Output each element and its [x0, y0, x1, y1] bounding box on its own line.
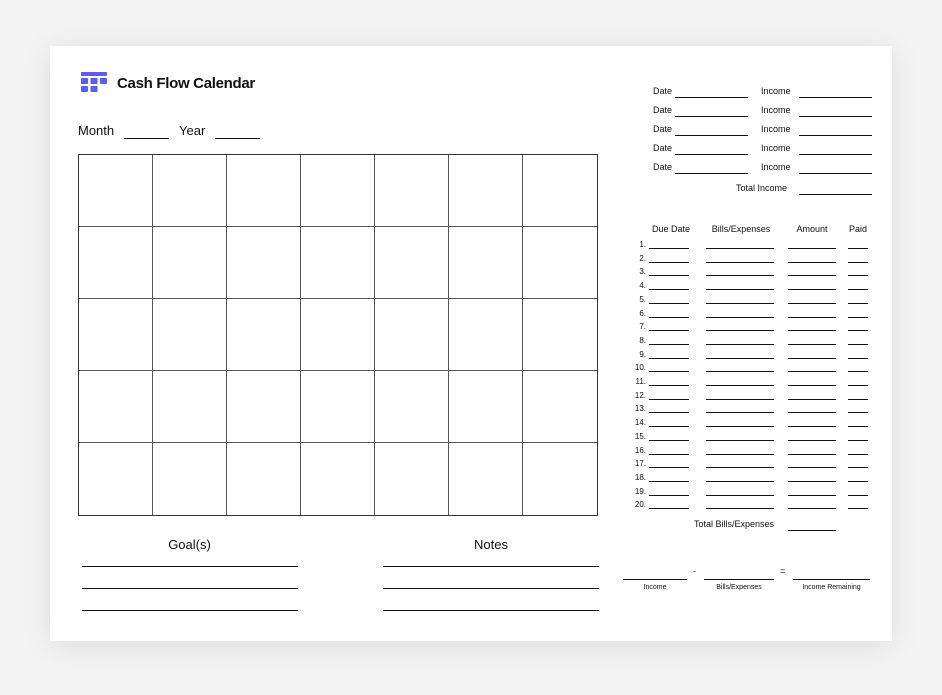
income-label: Income — [761, 162, 791, 172]
summary-remaining-field[interactable] — [793, 579, 870, 580]
bill-amount-field[interactable] — [788, 385, 836, 386]
bill-due-date-field[interactable] — [649, 426, 689, 427]
calendar-cell[interactable] — [523, 227, 597, 299]
remaining-caption: Income Remaining — [802, 584, 861, 591]
bill-name-field[interactable] — [706, 426, 774, 427]
calendar-cell[interactable] — [153, 371, 227, 443]
bill-due-date-field[interactable] — [649, 412, 689, 413]
bill-number: 11. — [635, 377, 646, 386]
bill-due-date-field[interactable] — [649, 275, 689, 276]
calendar-cell[interactable] — [227, 371, 301, 443]
calendar-cell[interactable] — [523, 443, 597, 515]
bill-name-field[interactable] — [706, 467, 774, 468]
month-field[interactable] — [124, 124, 169, 139]
bill-due-date-field[interactable] — [649, 262, 689, 263]
income-label: Income — [761, 124, 791, 134]
total-income-label: Total Income — [736, 183, 788, 193]
bill-amount-field[interactable] — [788, 248, 836, 249]
bill-number: 19. — [634, 486, 646, 496]
bill-name-field[interactable] — [706, 275, 774, 276]
calendar-cell[interactable] — [449, 299, 523, 371]
bill-amount-field[interactable] — [788, 330, 836, 331]
calendar-cell[interactable] — [523, 299, 597, 371]
notes-line-2[interactable] — [383, 588, 599, 589]
income-amount-field[interactable] — [799, 135, 872, 136]
bill-due-date-field[interactable] — [649, 508, 689, 509]
bill-name-field[interactable] — [706, 289, 774, 290]
calendar-cell[interactable] — [227, 227, 301, 299]
bill-number: 20. — [634, 500, 646, 510]
bill-amount-field[interactable] — [788, 371, 836, 372]
bill-number: 10. — [634, 363, 646, 373]
bill-amount-field[interactable] — [788, 399, 836, 400]
bill-name-field[interactable] — [706, 454, 774, 455]
bill-paid-field[interactable] — [848, 330, 868, 331]
bill-paid-field[interactable] — [848, 262, 868, 263]
paid-header: Paid — [848, 224, 867, 234]
month-label: Month — [78, 123, 115, 138]
income-date-field[interactable] — [675, 154, 748, 155]
income-amount-field[interactable] — [799, 173, 872, 174]
summary-bills-field[interactable] — [704, 579, 774, 580]
bill-paid-field[interactable] — [848, 412, 868, 413]
bill-amount-field[interactable] — [788, 303, 836, 304]
bill-due-date-field[interactable] — [649, 495, 689, 496]
due-date-header: Due Date — [651, 224, 691, 234]
bill-paid-field[interactable] — [848, 371, 868, 372]
calendar-cell[interactable] — [449, 155, 523, 227]
goals-title: Goal(s) — [168, 537, 211, 552]
bill-paid-field[interactable] — [848, 454, 868, 455]
income-date-label: Date — [653, 105, 673, 115]
bill-paid-field[interactable] — [848, 495, 868, 496]
year-field[interactable] — [215, 124, 260, 139]
bill-amount-field[interactable] — [788, 275, 836, 276]
bill-name-field[interactable] — [706, 371, 774, 372]
calendar-cell[interactable] — [79, 371, 153, 443]
income-date-label: Date — [653, 124, 673, 134]
calendar-grid — [78, 154, 598, 516]
total-bills-field[interactable] — [788, 530, 836, 531]
bill-amount-field[interactable] — [788, 426, 836, 427]
bill-name-field[interactable] — [706, 330, 774, 331]
bill-due-date-field[interactable] — [649, 317, 689, 318]
bill-amount-field[interactable] — [788, 412, 836, 413]
bill-number: 14. — [634, 418, 646, 428]
bill-number: 17. — [634, 459, 646, 469]
calendar-grid-icon — [81, 72, 107, 94]
notes-line-3[interactable] — [383, 610, 599, 611]
income-date-field[interactable] — [675, 97, 748, 98]
calendar-cell[interactable] — [301, 299, 375, 371]
bill-number: 8. — [639, 335, 646, 345]
income-label: Income — [761, 86, 791, 96]
bill-paid-field[interactable] — [848, 275, 868, 276]
bill-number: 13. — [634, 404, 646, 414]
equals-sign: = — [780, 566, 786, 576]
notes-line-1[interactable] — [383, 566, 599, 567]
calendar-cell[interactable] — [153, 155, 227, 227]
bill-amount-field[interactable] — [788, 262, 836, 263]
bill-paid-field[interactable] — [848, 317, 868, 318]
bill-paid-field[interactable] — [848, 467, 868, 468]
goal-line-2[interactable] — [82, 588, 298, 589]
bill-due-date-field[interactable] — [649, 440, 689, 441]
income-date-field[interactable] — [675, 135, 748, 136]
bill-paid-field[interactable] — [848, 303, 868, 304]
bill-paid-field[interactable] — [848, 248, 868, 249]
notes-title: Notes — [474, 537, 508, 552]
calendar-cell[interactable] — [523, 371, 597, 443]
calendar-cell[interactable] — [301, 443, 375, 515]
calendar-cell[interactable] — [375, 155, 449, 227]
bill-due-date-field[interactable] — [649, 371, 689, 372]
calendar-cell[interactable] — [301, 371, 375, 443]
bill-name-field[interactable] — [706, 399, 774, 400]
calendar-cell[interactable] — [227, 155, 301, 227]
bill-name-field[interactable] — [706, 412, 774, 413]
bill-due-date-field[interactable] — [649, 330, 689, 331]
calendar-cell[interactable] — [153, 299, 227, 371]
bill-name-field[interactable] — [706, 262, 774, 263]
bill-due-date-field[interactable] — [649, 454, 689, 455]
income-caption: Income — [643, 584, 667, 591]
summary-income-field[interactable] — [623, 579, 687, 580]
income-amount-field[interactable] — [799, 97, 872, 98]
calendar-cell[interactable] — [301, 155, 375, 227]
bill-name-field[interactable] — [706, 495, 774, 496]
bill-amount-field[interactable] — [788, 317, 836, 318]
calendar-cell[interactable] — [227, 443, 301, 515]
bill-amount-field[interactable] — [788, 344, 836, 345]
bill-due-date-field[interactable] — [649, 467, 689, 468]
bill-due-date-field[interactable] — [649, 385, 689, 386]
brand-name: Cash Flow Calendar — [117, 74, 255, 92]
calendar-cell[interactable] — [449, 371, 523, 443]
bill-name-field[interactable] — [706, 344, 774, 345]
bill-amount-field[interactable] — [788, 467, 836, 468]
bill-paid-field[interactable] — [848, 426, 868, 427]
income-date-field[interactable] — [675, 173, 748, 174]
bill-due-date-field[interactable] — [649, 289, 689, 290]
calendar-cell[interactable] — [523, 155, 597, 227]
bills-caption: Bills/Expenses — [716, 584, 762, 591]
goal-line-3[interactable] — [82, 610, 298, 611]
income-amount-field[interactable] — [799, 154, 872, 155]
calendar-cell[interactable] — [79, 299, 153, 371]
income-date-label: Date — [653, 162, 673, 172]
bill-paid-field[interactable] — [848, 358, 868, 359]
bill-number: 5. — [639, 294, 646, 304]
calendar-cell[interactable] — [449, 443, 523, 515]
calendar-cell[interactable] — [375, 443, 449, 515]
bill-number: 2. — [639, 253, 646, 263]
bill-due-date-field[interactable] — [649, 481, 689, 482]
bill-amount-field[interactable] — [788, 358, 836, 359]
bill-paid-field[interactable] — [848, 289, 868, 290]
calendar-cell[interactable] — [375, 227, 449, 299]
calendar-cell[interactable] — [375, 299, 449, 371]
minus-sign: - — [693, 566, 696, 576]
bill-amount-field[interactable] — [788, 481, 836, 482]
bill-name-field[interactable] — [706, 385, 774, 386]
bill-name-field[interactable] — [706, 303, 774, 304]
bill-number: 6. — [639, 308, 646, 318]
bill-number: 4. — [639, 281, 646, 291]
bill-number: 7. — [639, 322, 646, 332]
calendar-cell[interactable] — [79, 227, 153, 299]
bill-number: 18. — [634, 472, 646, 482]
bill-number: 9. — [639, 349, 646, 359]
calendar-cell[interactable] — [301, 227, 375, 299]
bill-paid-field[interactable] — [848, 440, 868, 441]
bill-paid-field[interactable] — [848, 481, 868, 482]
bill-name-field[interactable] — [706, 508, 774, 509]
income-date-label: Date — [653, 86, 673, 96]
calendar-cell[interactable] — [153, 227, 227, 299]
year-label: Year — [179, 123, 206, 138]
bill-paid-field[interactable] — [848, 344, 868, 345]
goal-line-1[interactable] — [82, 566, 298, 567]
income-date-label: Date — [653, 143, 673, 153]
bill-number: 12. — [634, 390, 646, 400]
calendar-cell[interactable] — [79, 155, 153, 227]
calendar-cell[interactable] — [375, 371, 449, 443]
bill-due-date-field[interactable] — [649, 399, 689, 400]
bill-due-date-field[interactable] — [649, 358, 689, 359]
bill-paid-field[interactable] — [848, 508, 868, 509]
bill-due-date-field[interactable] — [649, 248, 689, 249]
brand — [81, 72, 255, 94]
bill-name-field[interactable] — [706, 317, 774, 318]
bill-paid-field[interactable] — [848, 399, 868, 400]
bill-name-field[interactable] — [706, 440, 774, 441]
calendar-cell[interactable] — [153, 443, 227, 515]
bill-name-field[interactable] — [706, 248, 774, 249]
amount-header: Amount — [796, 224, 828, 234]
calendar-cell[interactable] — [449, 227, 523, 299]
bill-number: 16. — [634, 445, 646, 455]
bill-name-field[interactable] — [706, 481, 774, 482]
bills-header: Bills/Expenses — [711, 224, 771, 234]
income-label: Income — [761, 105, 791, 115]
bill-number: 3. — [639, 267, 646, 277]
bill-due-date-field[interactable] — [649, 303, 689, 304]
bill-due-date-field[interactable] — [649, 344, 689, 345]
bill-amount-field[interactable] — [788, 440, 836, 441]
total-income-field[interactable] — [799, 194, 872, 195]
bill-amount-field[interactable] — [788, 508, 836, 509]
worksheet-page — [50, 46, 892, 641]
bill-amount-field[interactable] — [788, 289, 836, 290]
total-bills-label: Total Bills/Expenses — [694, 519, 775, 529]
calendar-cell[interactable] — [227, 299, 301, 371]
income-date-field[interactable] — [675, 116, 748, 117]
bill-amount-field[interactable] — [788, 454, 836, 455]
bill-paid-field[interactable] — [848, 385, 868, 386]
calendar-cell[interactable] — [79, 443, 153, 515]
bill-number: 1. — [639, 240, 646, 249]
income-amount-field[interactable] — [799, 116, 872, 117]
bill-amount-field[interactable] — [788, 495, 836, 496]
income-label: Income — [761, 143, 791, 153]
bill-number: 15. — [634, 431, 646, 441]
bill-name-field[interactable] — [706, 358, 774, 359]
